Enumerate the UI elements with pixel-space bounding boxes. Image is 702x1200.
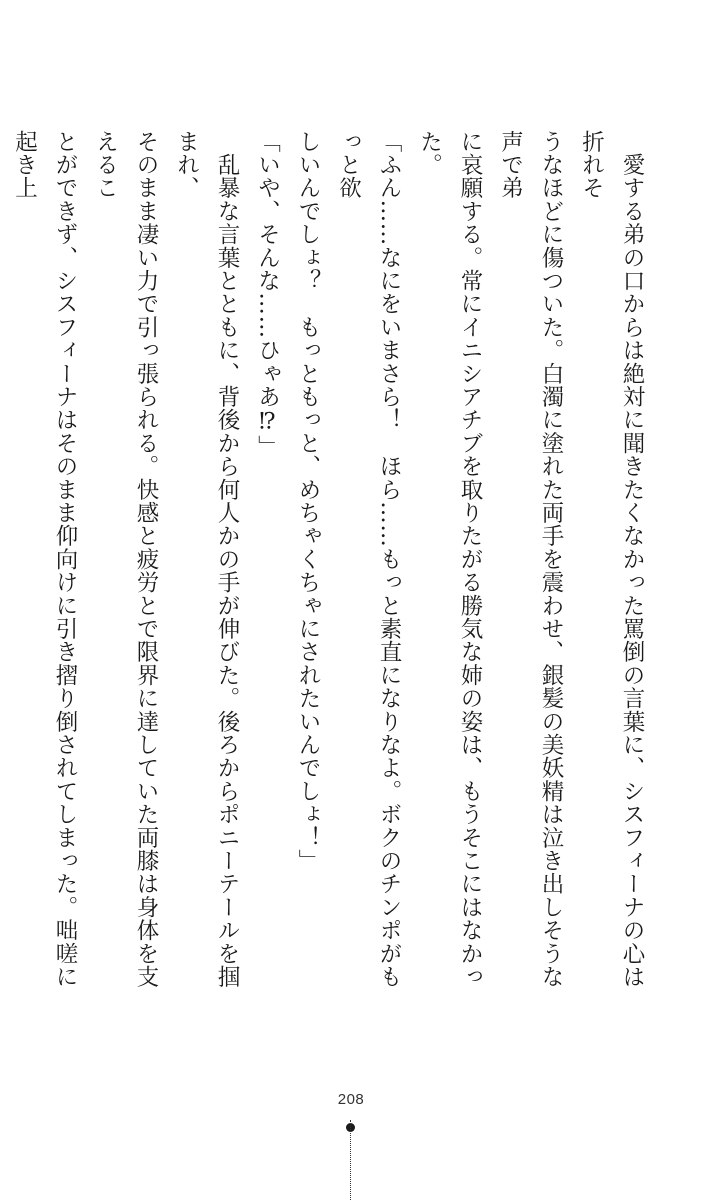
text-column: しいんでしょ？ もっともっと、めちゃくちゃにされたいんでしょ！」	[295, 130, 321, 873]
page-marker-line	[350, 1120, 351, 1200]
text-column: 乱暴な言葉とともに、背後から何人かの手が伸びた。後ろからポニーテールを掴まれ、	[173, 130, 240, 989]
text-column: 愛する弟の口からは絶対に聞きたくなかった罵倒の言葉に、シスフィーナの心は折れそ	[578, 130, 645, 989]
text-column: に哀願する。常にイニシアチブを取りたがる勝気な姉の姿は、もうそこにはなかった。	[416, 130, 483, 989]
text-column: うなほどに傷ついた。白濁に塗れた両手を震わせ、銀髪の美妖精は泣き出しそうな声で弟	[497, 130, 564, 989]
text-column: とができず、シスフィーナはそのまま仰向けに引き摺り倒されてしまった。咄嗟に起き上	[11, 130, 78, 989]
text-column: 「いや、そんな……ひゃあ⁉」	[254, 130, 281, 459]
text-column: そのまま凄い力で引っ張られる。快感と疲労とで限界に達していた両膝は身体を支えるこ	[92, 130, 159, 989]
text-column: 「ふん……なにをいまさら！ ほら……もっと素直になりなよ。ボクのチンポがもっと欲	[335, 130, 402, 989]
page-number: 208	[337, 1091, 365, 1108]
vertical-text-body	[0, 130, 652, 990]
text-column	[0, 130, 4, 990]
